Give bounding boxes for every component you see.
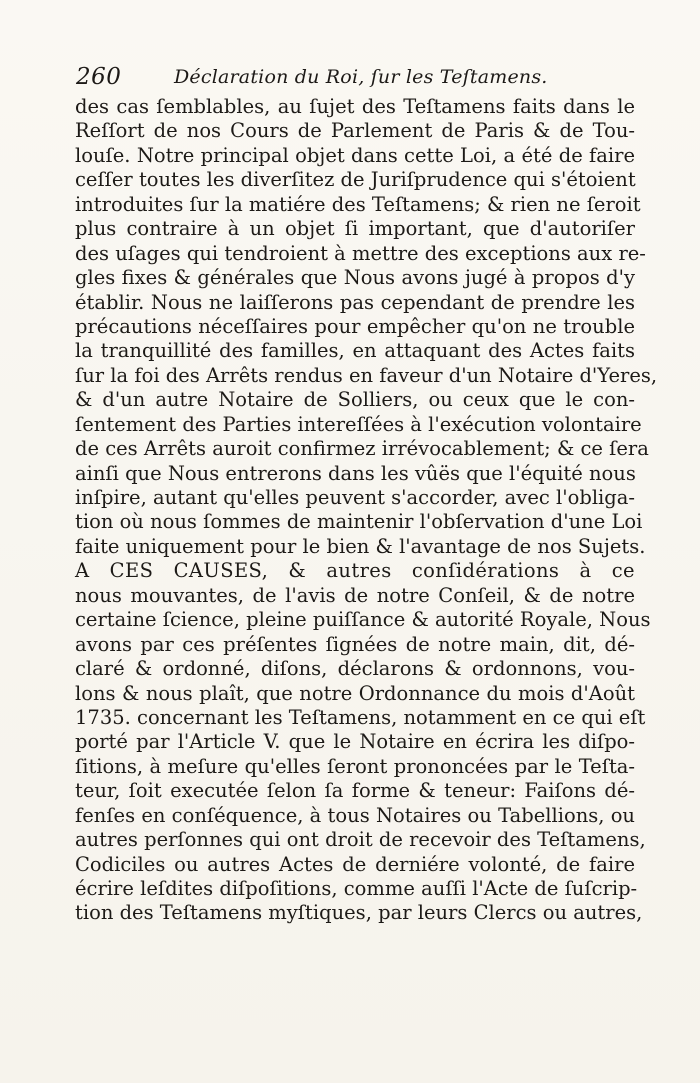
text-line: certaine ſcience, pleine puiſſance & autorité Royale, Nous: [75, 608, 651, 632]
text-line: faite uniquement pour le bien & l'avantage de nos Sujets.: [75, 534, 646, 558]
text-line: Reſſort de nos Cours de Parlement de Paris & de Tou-: [75, 119, 635, 143]
text-line: la tranquillité des familles, en attaquant des Actes faits: [75, 339, 635, 363]
text-line: claré & ordonné, diſons, déclarons & ordonnons, vou-: [75, 657, 635, 681]
text-line: introduites ſur la matiére des Teſtamens; & rien ne ſeroit: [75, 192, 641, 216]
text-line: plus contraire à un objet ſi important, que d'autoriſer: [75, 217, 635, 241]
text-line: ainſi que Nous entrerons dans les vûës que l'équité nous: [75, 461, 636, 485]
text-line: avons par ces préſentes ſignées de notre main, dit, dé-: [75, 632, 635, 656]
text-line: gles fixes & générales que Nous avons jugé à propos d'y: [75, 266, 635, 290]
text-line: A CES CAUSES, & autres conſidérations à ce: [75, 559, 635, 583]
running-head: [76, 64, 636, 94]
text-line: tion où nous ſommes de maintenir l'obſervation d'une Loi: [75, 510, 643, 534]
text-line: des uſages qui tendroient à mettre des exceptions aux re-: [75, 241, 646, 265]
text-line: autres perſonnes qui ont droit de recevoir des Teſtamens,: [75, 828, 646, 852]
page-number: 260: [76, 64, 122, 90]
text-line: des cas ſemblables, au ſujet des Teſtamens faits dans le: [75, 95, 635, 118]
text-line: de ces Arrêts auroit confirmez irrévocablement; & ce ſera: [75, 437, 649, 461]
text-line: ſentement des Parties intereſſées à l'exécution volontaire: [75, 412, 642, 436]
text-line: ceſſer toutes les diverſitez de Juriſprudence qui s'étoient: [75, 168, 636, 192]
text-line: nous mouvantes, de l'avis de notre Conſeil, & de notre: [75, 583, 635, 607]
running-title: Déclaration du Roi, ſur les Teſtamens.: [174, 66, 548, 88]
text-line: écrire leſdites diſpoſitions, comme auſſi l'Acte de ſuſcrip-: [75, 877, 638, 900]
text-line: tion des Teſtamens myſtiques, par leurs Clercs ou autres,: [75, 901, 643, 925]
text-line: & d'un autre Notaire de Solliers, ou ceux que le con-: [75, 388, 635, 412]
text-line: 1735. concernant les Teſtamens, notamment en ce qui eſt: [75, 705, 646, 729]
text-line: Codiciles ou autres Actes de derniére volonté, de faire: [75, 852, 635, 876]
text-line: fenſes en conſéquence, à tous Notaires ou Tabellions, ou: [75, 803, 635, 827]
body-text: [75, 95, 658, 926]
text-line: teur, ſoit executée ſelon ſa forme & teneur: Faiſons dé-: [75, 779, 635, 803]
text-line: établir. Nous ne laiſſerons pas cependant de prendre les: [75, 290, 635, 314]
text-line: inſpire, autant qu'elles peuvent s'accorder, avec l'obliga-: [75, 486, 635, 509]
text-line: louſe. Notre principal objet dans cette Loi, a été de faire: [75, 143, 635, 167]
text-line: lons & nous plaît, que notre Ordonnance du mois d'Août: [75, 681, 635, 705]
text-line: ſur la foi des Arrêts rendus en faveur d'un Notaire d'Yeres,: [75, 363, 658, 387]
text-line: porté par l'Article V. que le Notaire en écrira les diſpo-: [75, 730, 635, 754]
text-line: précautions néceſſaires pour empêcher qu'on ne trouble: [75, 314, 635, 338]
text-line: ſitions, à meſure qu'elles ſeront prononcées par le Teſta-: [75, 754, 635, 778]
